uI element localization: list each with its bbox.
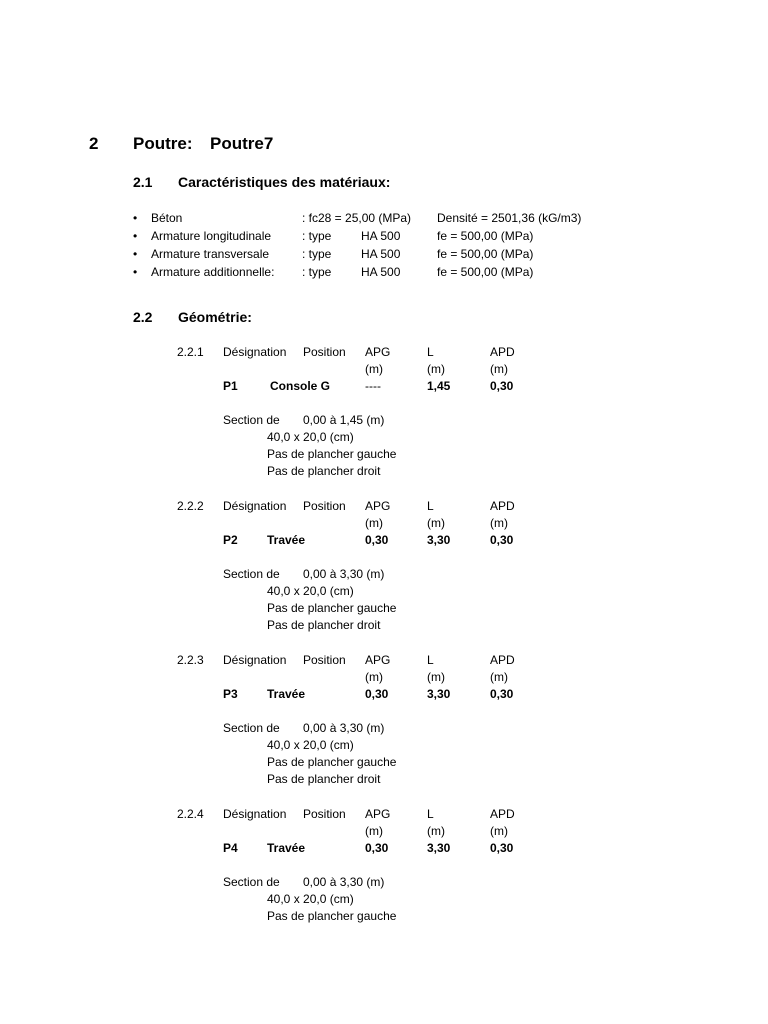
section-label: Section de (223, 413, 280, 427)
span-position: Travée (267, 841, 306, 855)
span-designation: P4 (223, 841, 238, 855)
span-apg: ---- (365, 379, 381, 393)
header-position: Position (303, 653, 346, 667)
section-dims: 40,0 x 20,0 (cm) (267, 584, 354, 598)
section-range: 0,00 à 3,30 (m) (303, 567, 385, 581)
section-range: 0,00 à 3,30 (m) (303, 721, 385, 735)
span-position: Travée (267, 687, 306, 701)
unit-apd: (m) (490, 362, 508, 376)
section-label: Section de (223, 567, 280, 581)
material-type: : type (302, 247, 332, 261)
bullet-icon: • (133, 211, 138, 225)
span-designation: P1 (223, 379, 238, 393)
section-note: Pas de plancher droit (267, 772, 381, 786)
span-designation: P3 (223, 687, 238, 701)
header-apd: APD (490, 653, 515, 667)
material-type: : fc28 = 25,00 (MPa) (302, 211, 412, 225)
material-property: fe = 500,00 (MPa) (437, 265, 534, 279)
section-note: Pas de plancher gauche (267, 447, 397, 461)
material-property: fe = 500,00 (MPa) (437, 247, 534, 261)
unit-apg: (m) (365, 516, 383, 530)
header-apg: APG (365, 499, 391, 513)
header-l: L (427, 807, 434, 821)
material-property: fe = 500,00 (MPa) (437, 229, 534, 243)
span-number: 2.2.3 (177, 653, 204, 667)
header-apg: APG (365, 653, 391, 667)
unit-l: (m) (427, 824, 445, 838)
span-number: 2.2.1 (177, 345, 204, 359)
section-note: Pas de plancher droit (267, 464, 381, 478)
unit-apd: (m) (490, 670, 508, 684)
span-length: 3,30 (427, 841, 451, 855)
header-l: L (427, 345, 434, 359)
section-dims: 40,0 x 20,0 (cm) (267, 738, 354, 752)
span-apg: 0,30 (365, 841, 389, 855)
material-name: Armature additionnelle: (151, 265, 275, 279)
header-designation: Désignation (223, 345, 287, 359)
section-note: Pas de plancher gauche (267, 909, 397, 923)
span-number: 2.2.4 (177, 807, 204, 821)
header-position: Position (303, 807, 346, 821)
header-designation: Désignation (223, 653, 287, 667)
bullet-icon: • (133, 229, 138, 243)
material-property: Densité = 2501,36 (kG/m3) (437, 211, 582, 225)
unit-l: (m) (427, 362, 445, 376)
span-length: 1,45 (427, 379, 451, 393)
material-name: Armature transversale (151, 247, 270, 261)
header-designation: Désignation (223, 499, 287, 513)
geometry-number: 2.2 (133, 309, 153, 325)
header-apg: APG (365, 345, 391, 359)
section-label: Section de (223, 875, 280, 889)
material-name: Béton (151, 211, 183, 225)
section-dims: 40,0 x 20,0 (cm) (267, 892, 354, 906)
header-apg: APG (365, 807, 391, 821)
materials-number: 2.1 (133, 174, 153, 190)
span-apg: 0,30 (365, 687, 389, 701)
header-position: Position (303, 345, 346, 359)
material-type: : type (302, 265, 332, 279)
span-length: 3,30 (427, 533, 451, 547)
span-apd: 0,30 (490, 687, 514, 701)
section-note: Pas de plancher gauche (267, 755, 397, 769)
header-apd: APD (490, 807, 515, 821)
header-apd: APD (490, 499, 515, 513)
geometry-title: Géométrie: (178, 309, 252, 325)
section-range: 0,00 à 1,45 (m) (303, 413, 385, 427)
header-apd: APD (490, 345, 515, 359)
section-number: 2 (89, 134, 99, 153)
material-name: Armature longitudinale (151, 229, 272, 243)
bullet-icon: • (133, 247, 138, 261)
unit-apg: (m) (365, 362, 383, 376)
section-name: Poutre7 (210, 134, 274, 153)
materials-title: Caractéristiques des matériaux: (178, 174, 391, 190)
span-apg: 0,30 (365, 533, 389, 547)
section-label: Section de (223, 721, 280, 735)
header-l: L (427, 653, 434, 667)
span-apd: 0,30 (490, 379, 514, 393)
section-range: 0,00 à 3,30 (m) (303, 875, 385, 889)
section-dims: 40,0 x 20,0 (cm) (267, 430, 354, 444)
material-type: : type (302, 229, 332, 243)
material-grade: HA 500 (361, 265, 401, 279)
unit-l: (m) (427, 516, 445, 530)
unit-apg: (m) (365, 824, 383, 838)
section-label: Poutre: (133, 134, 193, 153)
material-grade: HA 500 (361, 229, 401, 243)
unit-apg: (m) (365, 670, 383, 684)
bullet-icon: • (133, 265, 138, 279)
span-position: Console G (270, 379, 331, 393)
span-length: 3,30 (427, 687, 451, 701)
unit-apd: (m) (490, 516, 508, 530)
section-note: Pas de plancher gauche (267, 601, 397, 615)
span-number: 2.2.2 (177, 499, 204, 513)
header-l: L (427, 499, 434, 513)
section-note: Pas de plancher droit (267, 618, 381, 632)
span-apd: 0,30 (490, 533, 514, 547)
span-apd: 0,30 (490, 841, 514, 855)
header-designation: Désignation (223, 807, 287, 821)
unit-apd: (m) (490, 824, 508, 838)
header-position: Position (303, 499, 346, 513)
span-position: Travée (267, 533, 306, 547)
span-designation: P2 (223, 533, 238, 547)
unit-l: (m) (427, 670, 445, 684)
material-grade: HA 500 (361, 247, 401, 261)
